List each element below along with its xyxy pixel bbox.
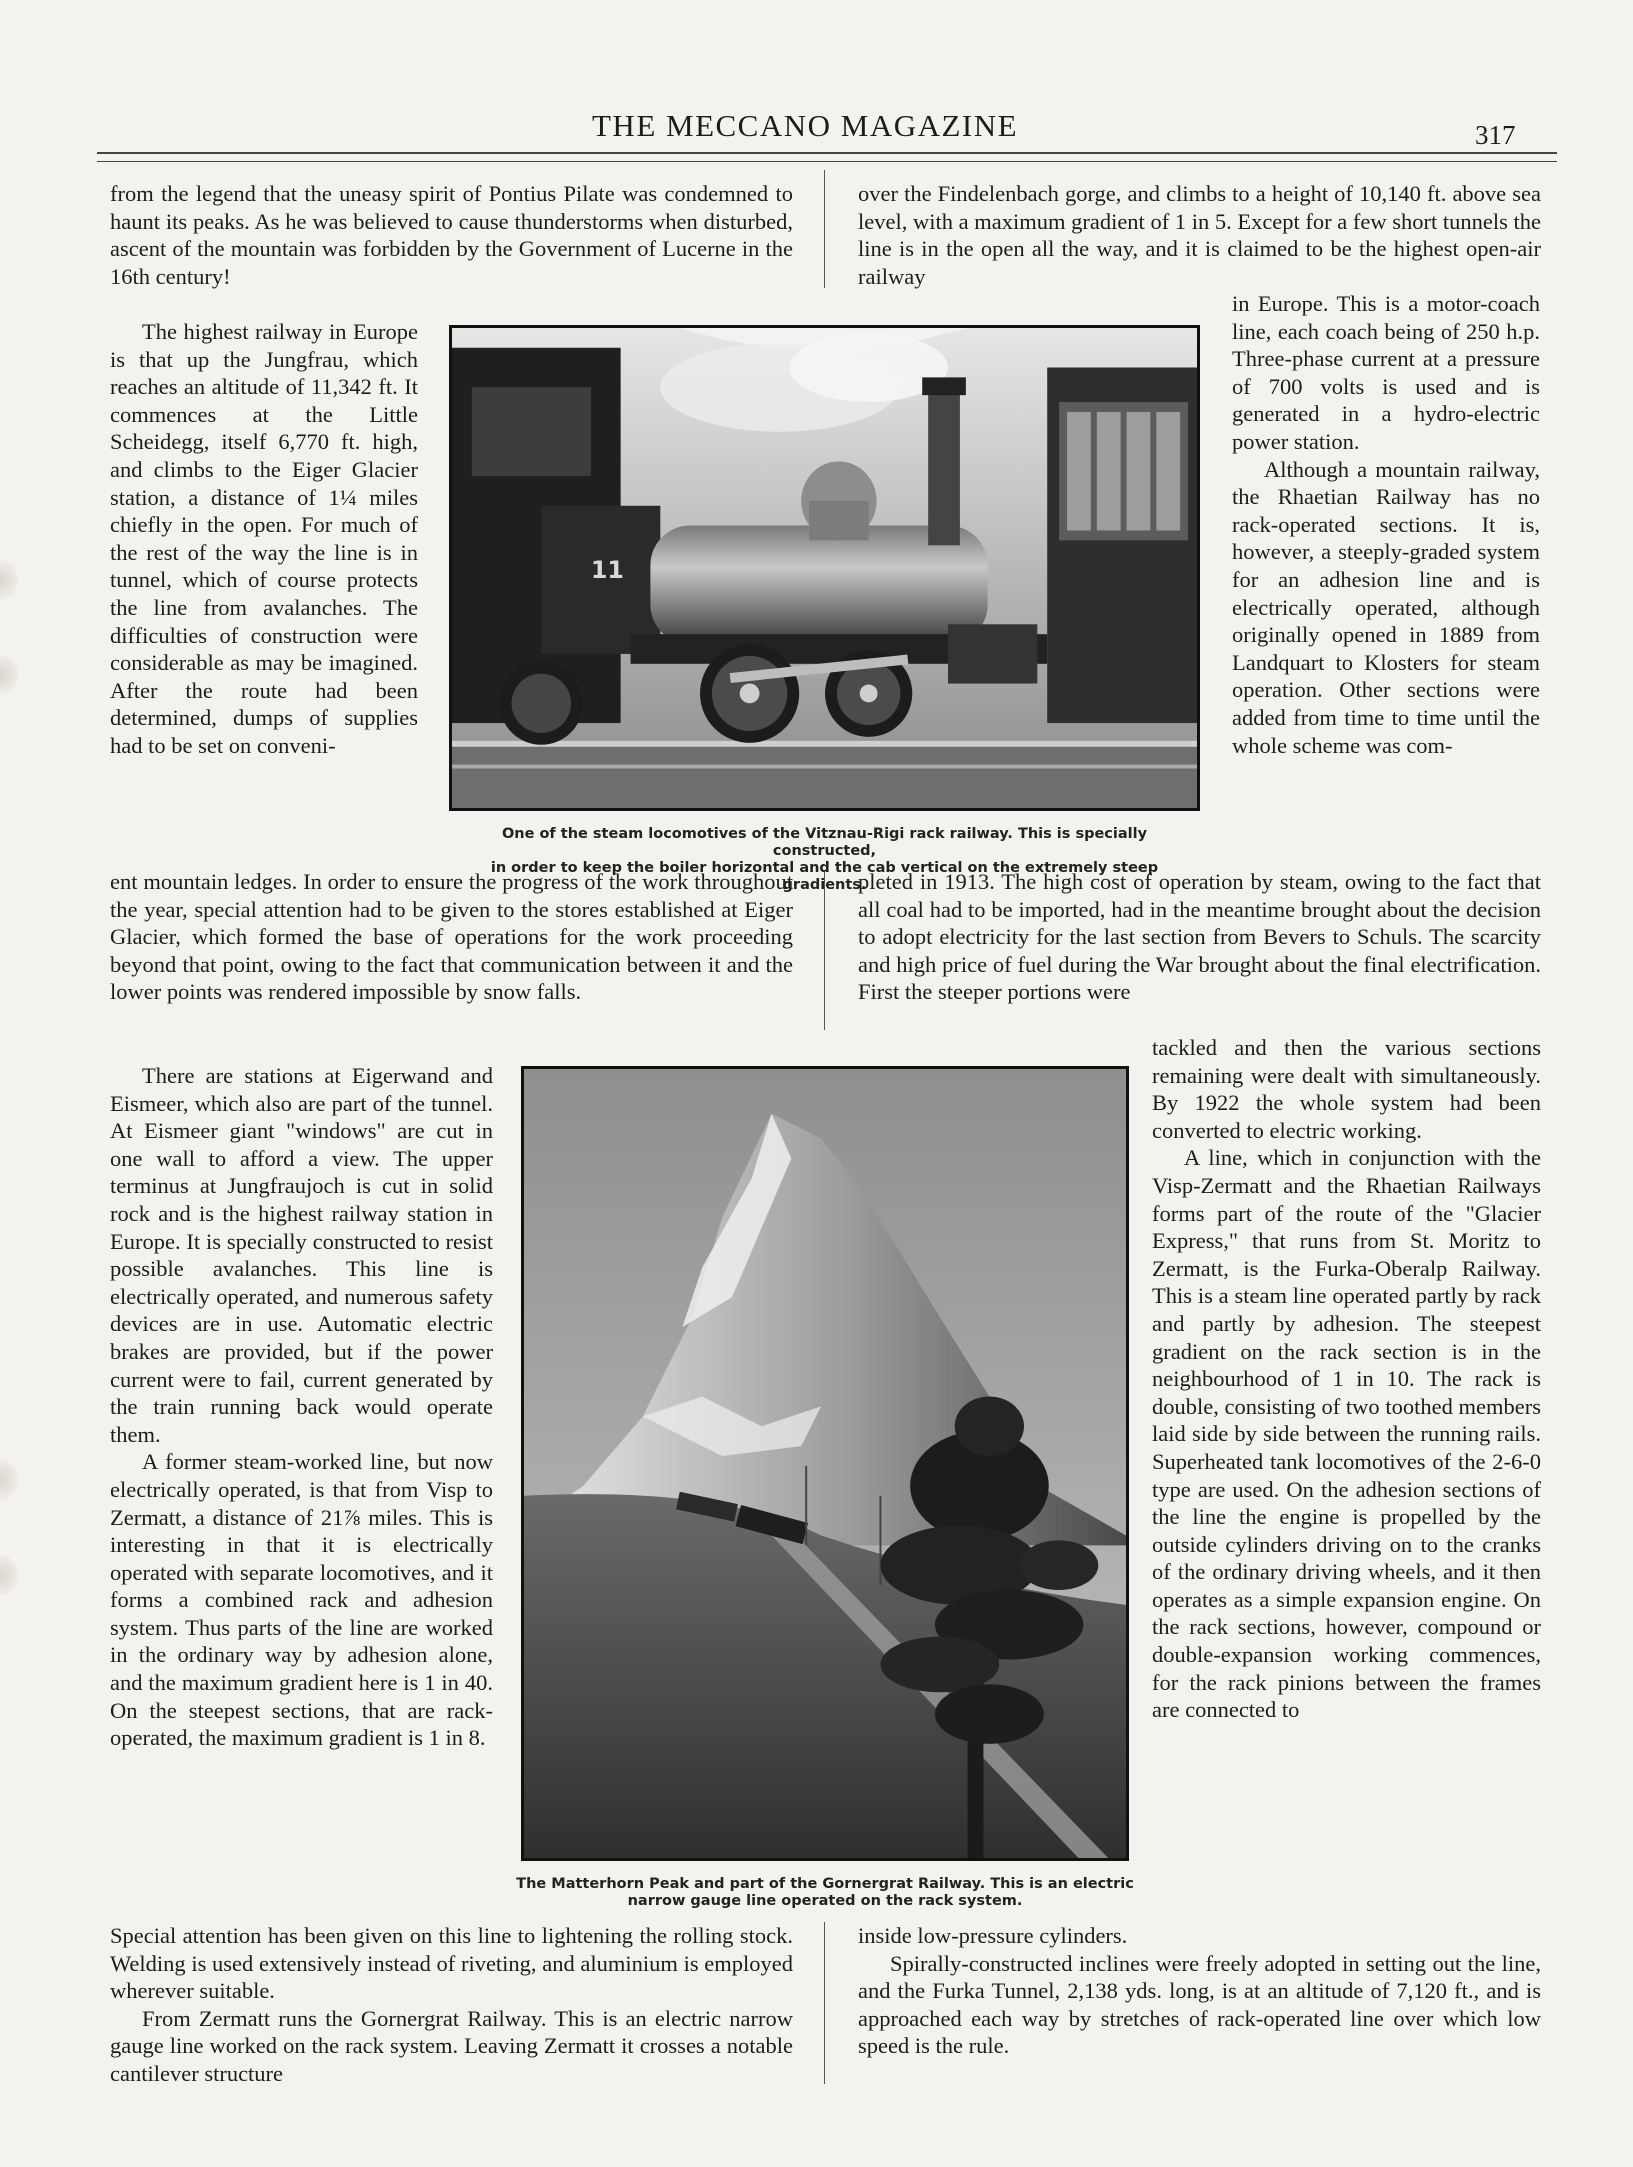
binding-hole: [0, 1460, 18, 1500]
right-column-bottom: [858, 1922, 1541, 2088]
caption-line: One of the steam locomotives of the Vitznau-Rigi rack railway. This is specially constructed,: [501, 826, 1148, 859]
right-column-top: [858, 180, 1541, 290]
paragraph: A former steam-worked line, but now electrically operated, is that from Visp to Zermatt, a distance of 21⅞ miles. This is interesting in that it is electrically operated with separate locomotives, and it forms a combined rack and adhesion system. Thus parts of the line are worked in the ordinary way by adhesion alone, and the maximum gradient here is 1 in 40. On the steepest sections, that are rack-operated, the maximum gradient is 1 in 8.: [110, 1449, 493, 1751]
matterhorn-caption: [505, 1876, 1145, 1910]
binding-hole: [0, 655, 18, 695]
column-divider: [824, 170, 825, 288]
caption-line: in order to keep the boiler horizontal and the cab vertical on the extremely steep gradients.: [490, 860, 1159, 893]
paragraph: tackled and then the various sections remaining were dealt with simultaneously. By 1922 the whole system had been converted to electric working.: [1152, 1035, 1541, 1143]
magazine-title: THE MECCANO MAGAZINE: [592, 108, 1019, 143]
left-column-beside-locomotive: [110, 318, 418, 866]
caption-line: narrow gauge line operated on the rack system.: [627, 1893, 1023, 1909]
locomotive-caption: [449, 826, 1200, 894]
matterhorn-photo: [521, 1066, 1129, 1861]
paragraph: in Europe. This is a motor-coach line, each coach being of 250 h.p. Three-phase current at a pressure of 700 volts is used and is generated in a hydro-electric power station.: [1232, 291, 1540, 454]
paragraph: There are stations at Eigerwand and Eismeer, which also are part of the tunnel. At Eismeer giant "windows" are cut in one wall to afford a view. The upper terminus at Jungfraujoch is cut in solid rock and is the highest railway station in Europe. It is specially constructed to resist possible avalanches. This line is electrically operated, and numerous safety devices are in use. Automatic electric brakes are provided, but if the power current were to fail, current generated by the train running back would operate them.: [110, 1063, 493, 1447]
paragraph: Spirally-constructed inclines were freely adopted in setting out the line, and the Furka Tunnel, 2,138 yds. long, is at an altitude of 7,120 ft., and is approached each way by stretches of rack-operated line over which low speed is the rule.: [858, 1950, 1541, 2059]
cab-number: 11: [590, 555, 625, 584]
paragraph: A line, which in conjunction with the Visp-Zermatt and the Rhaetian Railways forms part of the route of the "Glacier Express," that runs from St. Moritz to Zermatt, is the Furka-Oberalp Railway. This is a steam line operated partly by rack and partly by adhesion. The steepest gradient on the rack section is in the neighbourhood of 1 in 10. The rack is double, consisting of two toothed members laid side by side between the running rails. Superheated tank locomotives of the 2-6-0 type are used. On the adhesion sections of the line the engine is propelled by the outside cylinders driving on to the cranks of the ordinary driving wheels, and it then operates as a simple expansion engine. On the rack sections, however, compound or double-expansion working commences, for the rack pinions between the frames are connected to: [1152, 1145, 1541, 1723]
header-rule: [97, 152, 1557, 154]
paragraph: inside low-pressure cylinders.: [858, 1923, 1128, 1948]
left-column-beside-matterhorn: [110, 1062, 493, 1922]
paragraph: The highest railway in Europe is that up the Jungfrau, which reaches an altitude of 11,342 ft. It commences at the Little Scheidegg, itself 6,770 ft. high, and climbs to the Eiger Glacier station, a distance of 1¼ miles chiefly in the open. For much of the rest of the way the line is in tunnel, which of course protects the line from avalanches. The difficulties of construction were considerable as may be imagined. After the route had been determined, dumps of supplies had to be set on conveni-: [110, 319, 418, 758]
right-column-beside-locomotive: [1232, 290, 1540, 868]
column-divider: [824, 1922, 825, 2084]
locomotive-illustration: [452, 328, 1197, 808]
matterhorn-illustration: [524, 1069, 1126, 1858]
left-column-top: [110, 180, 793, 318]
header-rule-thin: [97, 161, 1557, 162]
binding-hole: [0, 1555, 18, 1595]
paragraph: over the Findelenbach gorge, and climbs to a height of 10,140 ft. above sea level, with a maximum gradient of 1 in 5. Except for a few short tunnels the line is in the open all the way, and it is claimed to be the highest open-air railway: [858, 181, 1541, 289]
caption-line: The Matterhorn Peak and part of the Gornergrat Railway. This is an electric: [516, 1876, 1134, 1892]
right-column-beside-matterhorn: [1152, 1034, 1541, 1922]
paragraph: ent mountain ledges. In order to ensure the progress of the work throughout the year, special attention had to be given to the stores established at Eiger Glacier, which formed the base of operations for the work proceeding beyond that point, owing to the fact that communication between it and the lower points was rendered impossible by snow falls.: [110, 869, 793, 1005]
page-number: 317: [1475, 120, 1516, 150]
column-divider: [824, 870, 825, 1030]
binding-hole: [0, 560, 18, 600]
paragraph: from the legend that the uneasy spirit of Pontius Pilate was condemned to haunt its peaks. As he was believed to cause thunderstorms when disturbed, ascent of the mountain was forbidden by the Government of Lucerne in the 16th century!: [110, 181, 793, 289]
left-column-bottom: [110, 1922, 793, 2088]
locomotive-photo: [449, 325, 1200, 811]
paragraph: pleted in 1913. The high cost of operation by steam, owing to the fact that all coal had to be imported, had in the meantime brought about the decision to adopt electricity for the last section from Bevers to Schuls. The scarcity and high price of fuel during the War brought about the final electrification. First the steeper portions were: [858, 869, 1541, 1005]
paragraph: From Zermatt runs the Gornergrat Railway. This is an electric narrow gauge line worked on the rack system. Leaving Zermatt it crosses a notable cantilever structure: [110, 2005, 793, 2086]
paragraph: Although a mountain railway, the Rhaetian Railway has no rack-operated sections. It is, however, a steeply-graded system for an adhesion line and is electrically operated, although originally opened in 1889 from Landquart to Klosters for steam operation. Other sections were added from time to time until the whole scheme was com-: [1232, 456, 1540, 758]
paragraph: Special attention has been given on this line to lightening the rolling stock. Welding is used extensively instead of riveting, and aluminium is employed wherever suitable.: [110, 1923, 793, 2004]
left-column-middle: [110, 868, 793, 1062]
